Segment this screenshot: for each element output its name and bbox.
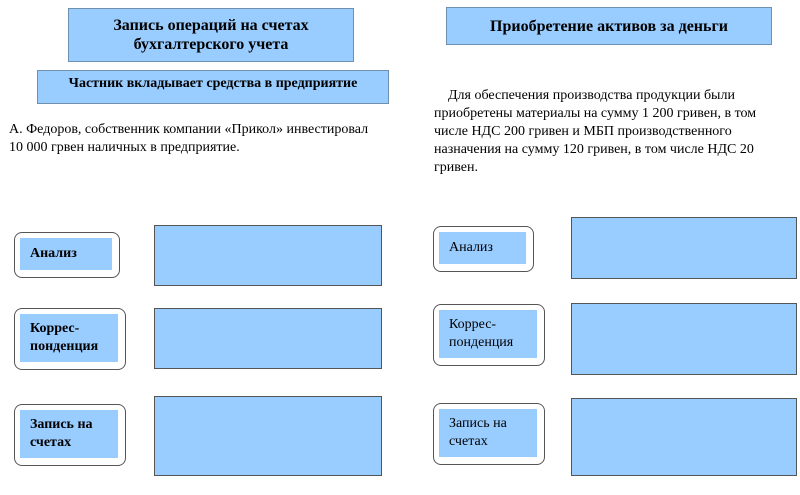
left-subtitle: Частник вкладывает средства в предприятие (68, 76, 358, 91)
right-analysis-answer[interactable] (571, 217, 797, 279)
left-analysis-answer[interactable] (154, 225, 382, 286)
left-correspondence-answer[interactable] (154, 308, 382, 369)
right-title-box (446, 7, 772, 45)
right-title: Приобретение активов за деньги (490, 17, 728, 35)
left-posting-label: Запись на счетах (20, 410, 118, 458)
right-posting-label: Запись на счетах (439, 409, 537, 457)
left-title: Запись операций на счетах бухгалтерского учета (113, 17, 309, 53)
right-analysis-label: Анализ (439, 232, 526, 264)
left-analysis-label: Анализ (20, 238, 112, 270)
right-correspondence-answer[interactable] (571, 303, 797, 375)
left-correspondence-label: Коррес- понденция (20, 314, 118, 362)
left-posting-answer[interactable] (154, 396, 382, 476)
right-correspondence-label: Коррес- понденция (439, 310, 537, 358)
left-title-box (68, 8, 354, 62)
right-description: Для обеспечения производства продукции были приобретены материалы на сумму 1 200 гривен, в том числе НДС 200 гривен и МБП производственного назначения на сумму 120 гривен, в том числе НДС 20 гривен. (434, 88, 757, 175)
left-subtitle-box (37, 70, 389, 104)
right-posting-answer[interactable] (571, 398, 797, 476)
left-description: А. Федоров, собственник компании «Прикол» инвестировал 10 000 грвен наличных в предприятие. (9, 122, 369, 155)
